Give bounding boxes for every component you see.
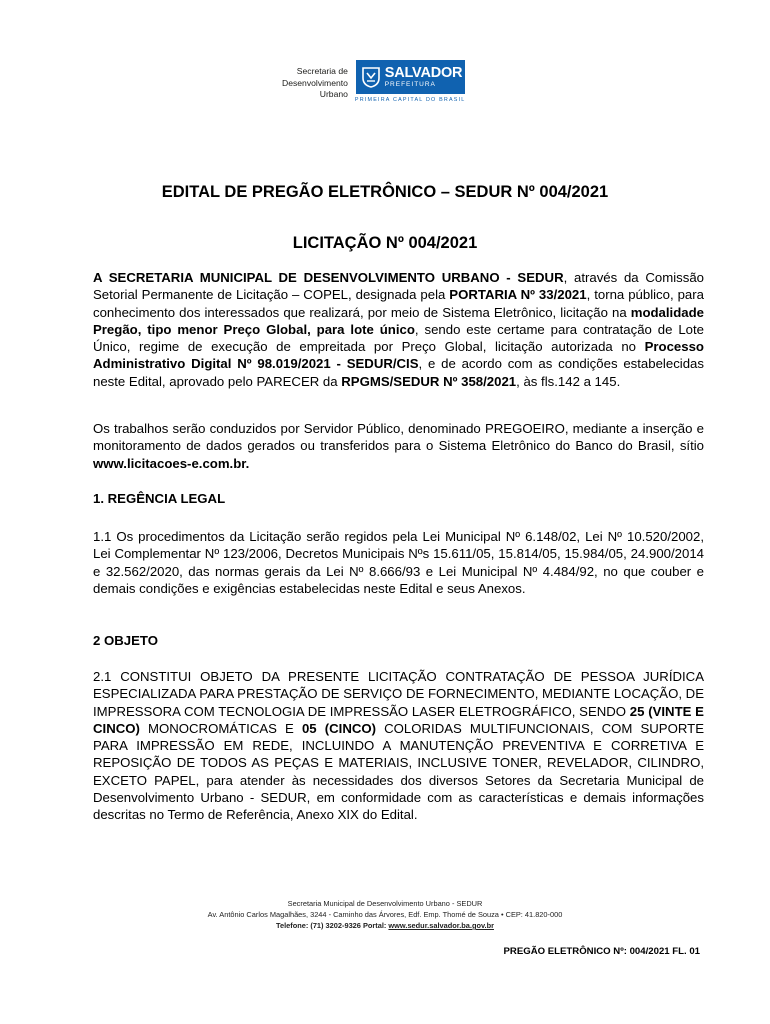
section-1-heading: 1. REGÊNCIA LEGAL	[93, 491, 226, 506]
intro-paragraph: A SECRETARIA MUNICIPAL DE DESENVOLVIMENTO URBANO - SEDUR, através da Comissão Setorial Permanente de Licitação – COPEL, designada pela PORTARIA Nº 33/2021, torna público, para conhecimento dos interessados que realizará, por meio de Sistema Eletrônico, licitação na modalidade Pregão, tipo menor Preço Global, para lote único, sendo este certame para contratação de Lote Único, regime de execução de empreitada por Preço Global, licitação autorizada no Processo Administrativo Digital Nº 98.019/2021 - SEDUR/CIS, e de acordo com as condições estabelecidas neste Edital, aprovado pelo PARECER da RPGMS/SEDUR Nº 358/2021, às fls.142 a 145.	[93, 270, 704, 389]
licitacoes-link: www.licitacoes-e.com.br.	[93, 455, 250, 471]
secretaria-name: Secretaria de Desenvolvimento Urbano	[282, 66, 348, 100]
trabalhos-paragraph: Os trabalhos serão conduzidos por Servidor Público, denominado PREGOEIRO, mediante a inserção e monitoramento de dados gerados ou transferidos para o Sistema Eletrônico do Banco do Brasil, sítio www.licitacoes-e.com.br.	[93, 421, 704, 471]
prefeitura-label: PREFEITURA	[384, 81, 436, 88]
city-crest-icon	[361, 66, 381, 88]
section-2-text: 2.1 CONSTITUI OBJETO DA PRESENTE LICITAÇÃO CONTRATAÇÃO DE PESSOA JURÍDICA ESPECIALIZADA PARA PRESTAÇÃO DE SERVIÇO DE FORNECIMENTO, MEDIANTE LOCAÇÃO, DE IMPRESSORA COM TECNOLOGIA DE IMPRESSÃO LASER ELETROGRÁFICO, SENDO 25 (VINTE E CINCO) MONOCROMÁTICAS E 05 (CINCO) COLORIDAS MULTIFUNCIONAIS, COM SUPORTE PARA IMPRESSÃO EM REDE, INCLUINDO A MANUTENÇÃO PREVENTIVA E CORRETIVA E REPOSIÇÃO DE TODOS AS PEÇAS E MATERIAIS, INCLUSIVE TONER, REVELADOR, CILINDRO, EXCETO PAPEL, para atender às necessidades dos diversos Setores da Secretaria Municipal de Desenvolvimento Urbano - SEDUR, em conformidade com as características e demais informações descritas no Termo de Referência, Anexo XIX do Edital.	[93, 669, 705, 823]
salvador-logo-box	[356, 60, 465, 94]
sedur-portal-link[interactable]: www.sedur.salvador.ba.gov.br	[388, 921, 494, 930]
section-1-text: 1.1 Os procedimentos da Licitação serão regidos pela Lei Municipal Nº 6.148/02, Lei Nº 10.520/2002, Lei Complementar Nº 123/2006, Decretos Municipais Nºs 15.611/05, 15.814/05, 15.984/05, 24.900/2014 e 32.562/2020, das normas gerais da Lei Nº 8.666/93 e Lei Municipal Nº 4.484/92, no que couber e demais condições e exigências estabelecidas neste Edital e seus Anexos.	[93, 529, 704, 596]
document-subtitle: LICITAÇÃO Nº 004/2021	[292, 234, 478, 252]
document-title: EDITAL DE PREGÃO ELETRÔNICO – SEDUR Nº 004/2021	[161, 183, 609, 201]
logo-tagline: PRIMEIRA CAPITAL DO BRASIL	[354, 97, 466, 103]
salvador-logo	[355, 60, 466, 103]
header-logo	[282, 60, 466, 110]
salvador-wordmark: SALVADOR	[384, 64, 463, 81]
section-2-heading: 2 OBJETO	[93, 633, 158, 648]
page-footer: Secretaria Municipal de Desenvolvimento Urbano - SEDUR Av. Antônio Carlos Magalhães, 3244 - Caminho das Árvores, Edf. Emp. Thomé de Souza • CEP: 41.820-000 Telefone: (71) 3202-9326 Portal: www.sedur.salvador.ba.gov.br	[207, 899, 563, 930]
page-reference: PREGÃO ELETRÔNICO Nº: 004/2021 FL. 01	[503, 946, 700, 957]
